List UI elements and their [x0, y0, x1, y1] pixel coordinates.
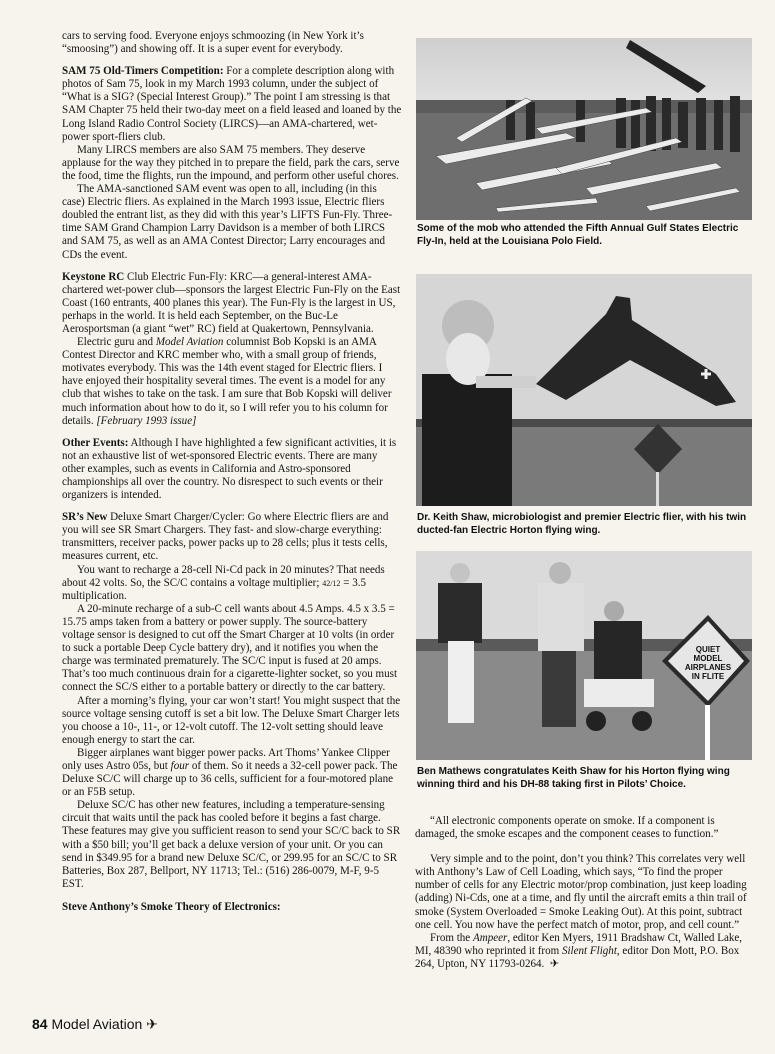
airplane-icon: ✈	[146, 1016, 158, 1032]
keystone-heading: Keystone RC	[62, 270, 125, 283]
caption-keith-shaw: Dr. Keith Shaw, microbiologist and premier Electric flier, with his twin ducted-fan Electric Horton flying wing.	[417, 512, 747, 536]
keystone-section	[62, 271, 402, 428]
photo-keith-shaw-horton	[416, 274, 752, 506]
sr-paragraph-2: You want to recharge a 28-cell Ni-Cd pack in 20 minutes? That needs about 42 volts. So, the SC/C contains a voltage multiplier; 42/12 = 3.5 multiplication.	[62, 563, 385, 602]
sam75-section	[62, 65, 402, 261]
keystone-paragraph-2: Electric guru and Model Aviation columnist Bob Kopski is an AMA Contest Director and KRC member who, with a small group of friends, motivates everybody. This was the 14th event staged for Electric fliers. I have enjoyed their hospitality several times. The event is a model for any club that wishes to take on the task. I am sure that Bob Kopski will deliver much information about how to do it, so I will refer you to his column for details. [February 1993 issue]	[62, 336, 392, 427]
cell-loading-paragraph: Very simple and to the point, don’t you think? This correlates very well with Anthony’s Law of Cell Loading, which says, “To find the proper number of cells for any Electric motor/prop combination, just keep loading (adding) Ni-Cds, one at a time, and fly until the aircraft emits a thin trail of smoke (System Overloaded = Smoke Leaking Out). At this point, subtract one cell. You now have the perfect match of motor, prop, and cell count.”	[415, 853, 747, 931]
right-column	[415, 815, 755, 971]
fraction: 42/12	[322, 578, 341, 588]
sam75-paragraph-2: Many LIRCS members are also SAM 75 members. They deserve applause for the way they pitched in to prepare the field, park the cars, serve the food, time the flights, run the impound, and perform other useful chores.	[62, 143, 400, 182]
other-events-heading: Other Events:	[62, 436, 129, 449]
photo-mathews-shaw	[416, 551, 752, 760]
source-credit-paragraph: From the Ampeer, editor Ken Myers, 1911 Bradshaw Ct, Walled Lake, MI, 48390 who reprinted it from Silent Flight, editor Don Mott, P.O. Box 264, Upton, NY 11793-0264. ✈	[415, 931, 743, 970]
end-mark-icon: ✈	[549, 957, 560, 970]
sam75-paragraph-3: The AMA-sanctioned SAM event was open to all, including (in this case) Electric fliers. As explained in the March 1993 issue, Electric fliers doubled the entrant list, as they did with this year’s LIFTS Fun-Fly. Three-time SAM Grand Champion Larry Davidson is a member of both LIRCS and SAM 75, as well as an AMA Contest Director; Larry encourages and CDs the event.	[62, 183, 393, 261]
magazine-name: Model Aviation	[51, 1016, 143, 1032]
sr-paragraph-5: Bigger airplanes want bigger power packs. Art Thoms’ Yankee Clipper only uses Astro 05s, but four of them. So it needs a 32-cell power pack. The Deluxe SC/C will charge up to 36 cells, sufficient for a four-motored plane or an F5B setup.	[62, 746, 398, 799]
sr-paragraph-1: Deluxe Smart Charger/Cycler: Go where Electric fliers are and you will see SR Smart Chargers. They fast- and slow-charge everything: transmitters, receiver packs, power packs up to 28 cells; plus it tests cells, measures current, etc.	[62, 511, 389, 563]
quiet-model-sign-text: QUIET MODEL AIRPLANES IN FLITE	[684, 645, 732, 681]
page-footer	[32, 1016, 158, 1033]
caption-fly-in-crowd: Some of the mob who attended the Fifth Annual Gulf States Electric Fly-In, held at the Louisiana Polo Field.	[417, 223, 739, 247]
smoke-theory-heading: Steve Anthony’s Smoke Theory of Electronics:	[62, 900, 281, 913]
sam75-heading: SAM 75 Old-Timers Competition:	[62, 65, 224, 78]
other-events-section	[62, 437, 402, 502]
page-number: 84	[32, 1016, 48, 1032]
intro-paragraph: cars to serving food. Everyone enjoys schmoozing (in New York it’s “smoosing”) and showing off. It is a super event for everybody.	[62, 30, 364, 56]
smoke-quote: “All electronic components operate on smoke. If a component is damaged, the smoke escapes and the component ceases to function.”	[415, 815, 719, 841]
sam75-paragraph-1: For a complete description along with photos of Sam 75, look in my March 1993 column, under the subject of “What is a SIG? (Special Interest Group).” The point I am stressing is that SAM Chapter 75 held their two-day meet on a field leased and loaned by the Long Island Radio Control Society (LIRCS)—an AMA-chartered, wet-power sport-fliers club.	[62, 65, 402, 143]
sr-charger-section	[62, 511, 402, 891]
keystone-paragraph-1: Club Electric Fun-Fly: KRC—a general-interest AMA-chartered wet-power club—sponsors the largest Electric Fun-Fly on the East Coast (160 entrants, 400 planes this year). The Fun-Fly is the largest in US, perhaps in the world. It is held each September, on the Buc-Le Aerosportsman (a giant “wet” RC) field at Quakertown, Pennsylvania.	[62, 270, 401, 335]
caption-mathews-shaw: Ben Mathews congratulates Keith Shaw for his Horton flying wing winning third and his DH-88 taking first in Pilots’ Choice.	[417, 766, 730, 790]
sr-heading: SR’s New	[62, 511, 108, 524]
sr-paragraph-3: A 20-minute recharge of a sub-C cell wants about 4.5 Amps. 4.5 x 3.5 = 15.75 amps taken from a battery or power supply. The source-battery voltage sensor is designed to cut off the Smart Charger at 10 volts (in order to suck a portable Deep Cycle battery dry), and it notifies you when the charge was terminated prematurely. The SC/C input is fused at 20 amps. That’s too much continuous drain for a cigarette-lighter socket, so you must connect the SC/S either to a portable battery or directly to the car battery.	[62, 602, 398, 694]
photo-fly-in-crowd	[416, 38, 752, 220]
other-events-paragraph: Although I have highlighted a few significant activities, it is not an exhaustive list of wet-sponsored Electric events. There are many other examples, such as events in California and Astro-sponsored championships all over the country. No disrespect to such events or their organizers is intended.	[62, 436, 397, 502]
left-column	[62, 30, 402, 914]
sr-paragraph-6: Deluxe SC/C has other new features, including a temperature-sensing circuit that waits until the pack has cooled before it begins a fast charge. These features may give you sufficient reason to send your SC/C back to SR with a $50 bill; you’ll get back a deluxe version of your unit. Or you can send in $349.95 for a brand new Deluxe SC/C, or 299.95 for an SC/C to SR Batteries, Box 287, Bellport, NY 11713; Tel.: (516) 286-0079, M-F, 9-5 EST.	[62, 799, 401, 890]
sr-paragraph-4: After a morning’s flying, your car won’t start! You might suspect that the source voltage sensing cutoff is set a bit low. The Deluxe Smart Charger lets you choose a 10-, 11-, or 12-volt cutoff. The 12-volt setting should leave enough energy to start the car.	[62, 694, 401, 746]
